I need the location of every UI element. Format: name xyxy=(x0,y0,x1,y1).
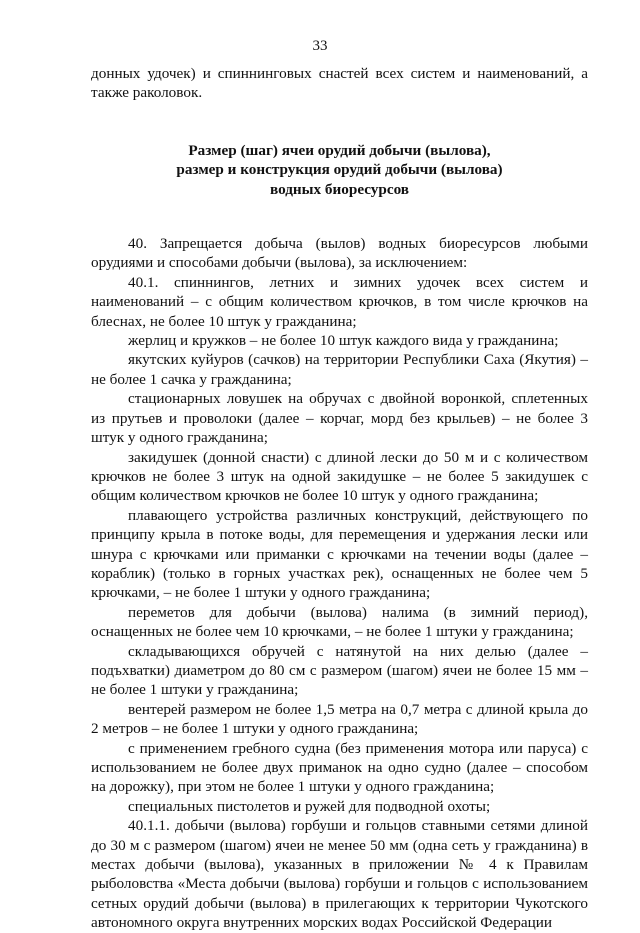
paragraph-40-1-1: 40.1.1. добычи (вылова) горбуши и гольцов ставными сетями длиной до 30 м с размером (шагом) ячеи не менее 50 мм (одна сеть у гражданина) в местах добычи (вылова), указанных в приложении № 4 к Правилам рыболовства «Места добычи (вылова) горбуши и гольцов с использованием сетных орудий добычи (вылова) в прилегающих к территории Чукотского автономного округа внутренних морских водах Российской Федерации xyxy=(91,817,588,932)
paragraph-40-1: 40.1. спиннингов, летних и зимних удочек всех систем и наименований – с общим количеством крючков, в том числе крючков на блеснах, не более 10 штук у гражданина; xyxy=(91,273,588,330)
list-item-ventery: вентерей размером не более 1,5 метра на 0,7 метра с длиной крыла до 2 метров – не более 1 штуки у одного гражданина; xyxy=(91,700,588,738)
document-body xyxy=(91,64,588,933)
list-item-zakidushki: закидушек (донной снасти) с длиной лески до 50 м и с количеством крючков не более 3 штук на одной закидушке – не более 5 закидушек с общим количеством крючков не более 10 штук у одного гражданина; xyxy=(91,448,588,505)
list-item-podkhvatki: складывающихся обручей с натянутой на них делью (далее – подъхватки) диаметром до 80 см с размером (шагом) ячеи не более 15 мм – не более 1 штуки у гражданина; xyxy=(91,642,588,699)
list-item-kuyury: якутских куйуров (сачков) на территории Республики Саха (Якутия) – не более 1 сачка у гражданина; xyxy=(91,351,588,388)
paragraph-40: 40. Запрещается добыча (вылов) водных биоресурсов любыми орудиями и способами добычи (вылова), за исключением: xyxy=(91,235,588,272)
page-number: 33 xyxy=(312,38,328,54)
section-heading-line: водных биоресурсов xyxy=(270,180,409,198)
list-item-pistolety: специальных пистолетов и ружей для подводной охоты; xyxy=(128,797,491,815)
list-item-zherlitsy: жерлиц и кружков – не более 10 штук каждого вида у гражданина; xyxy=(128,332,559,350)
list-item-korablik: плавающего устройства различных конструкций, действующего по принципу крыла в потоке воды, для перемещения и удержания лески или шнура с крючками или приманки с крючками на течении воды (далее – кораблик) (только в горных участках рек), оснащенных не более чем 5 крючками, – не более 1 штуки у одного гражданина; xyxy=(91,506,588,602)
section-heading-line: размер и конструкция орудий добычи (вылова) xyxy=(176,161,503,179)
continuation-paragraph: донных удочек) и спиннинговых снастей всех систем и наименований, а также раколовок. xyxy=(91,65,588,102)
list-item-korchagi: стационарных ловушек на обручах с двойной воронкой, сплетенных из прутьев и проволоки (далее – корчаг, морд без крыльев) – не более 3 штук у одного гражданина; xyxy=(91,390,588,447)
list-item-peremety: переметов для добычи (вылова) налима (в зимний период), оснащенных не более чем 10 крючками, – не более 1 штуки у гражданина; xyxy=(91,603,588,641)
section-heading xyxy=(91,141,588,199)
list-item-dorozhka: с применением гребного судна (без применения мотора или паруса) с использованием не более двух приманок на одно судно (далее – способом на дорожку), при этом не более 1 штуки у одного гражданина; xyxy=(91,739,588,796)
section-heading-line: Размер (шаг) ячеи орудий добычи (вылова), xyxy=(188,141,491,159)
